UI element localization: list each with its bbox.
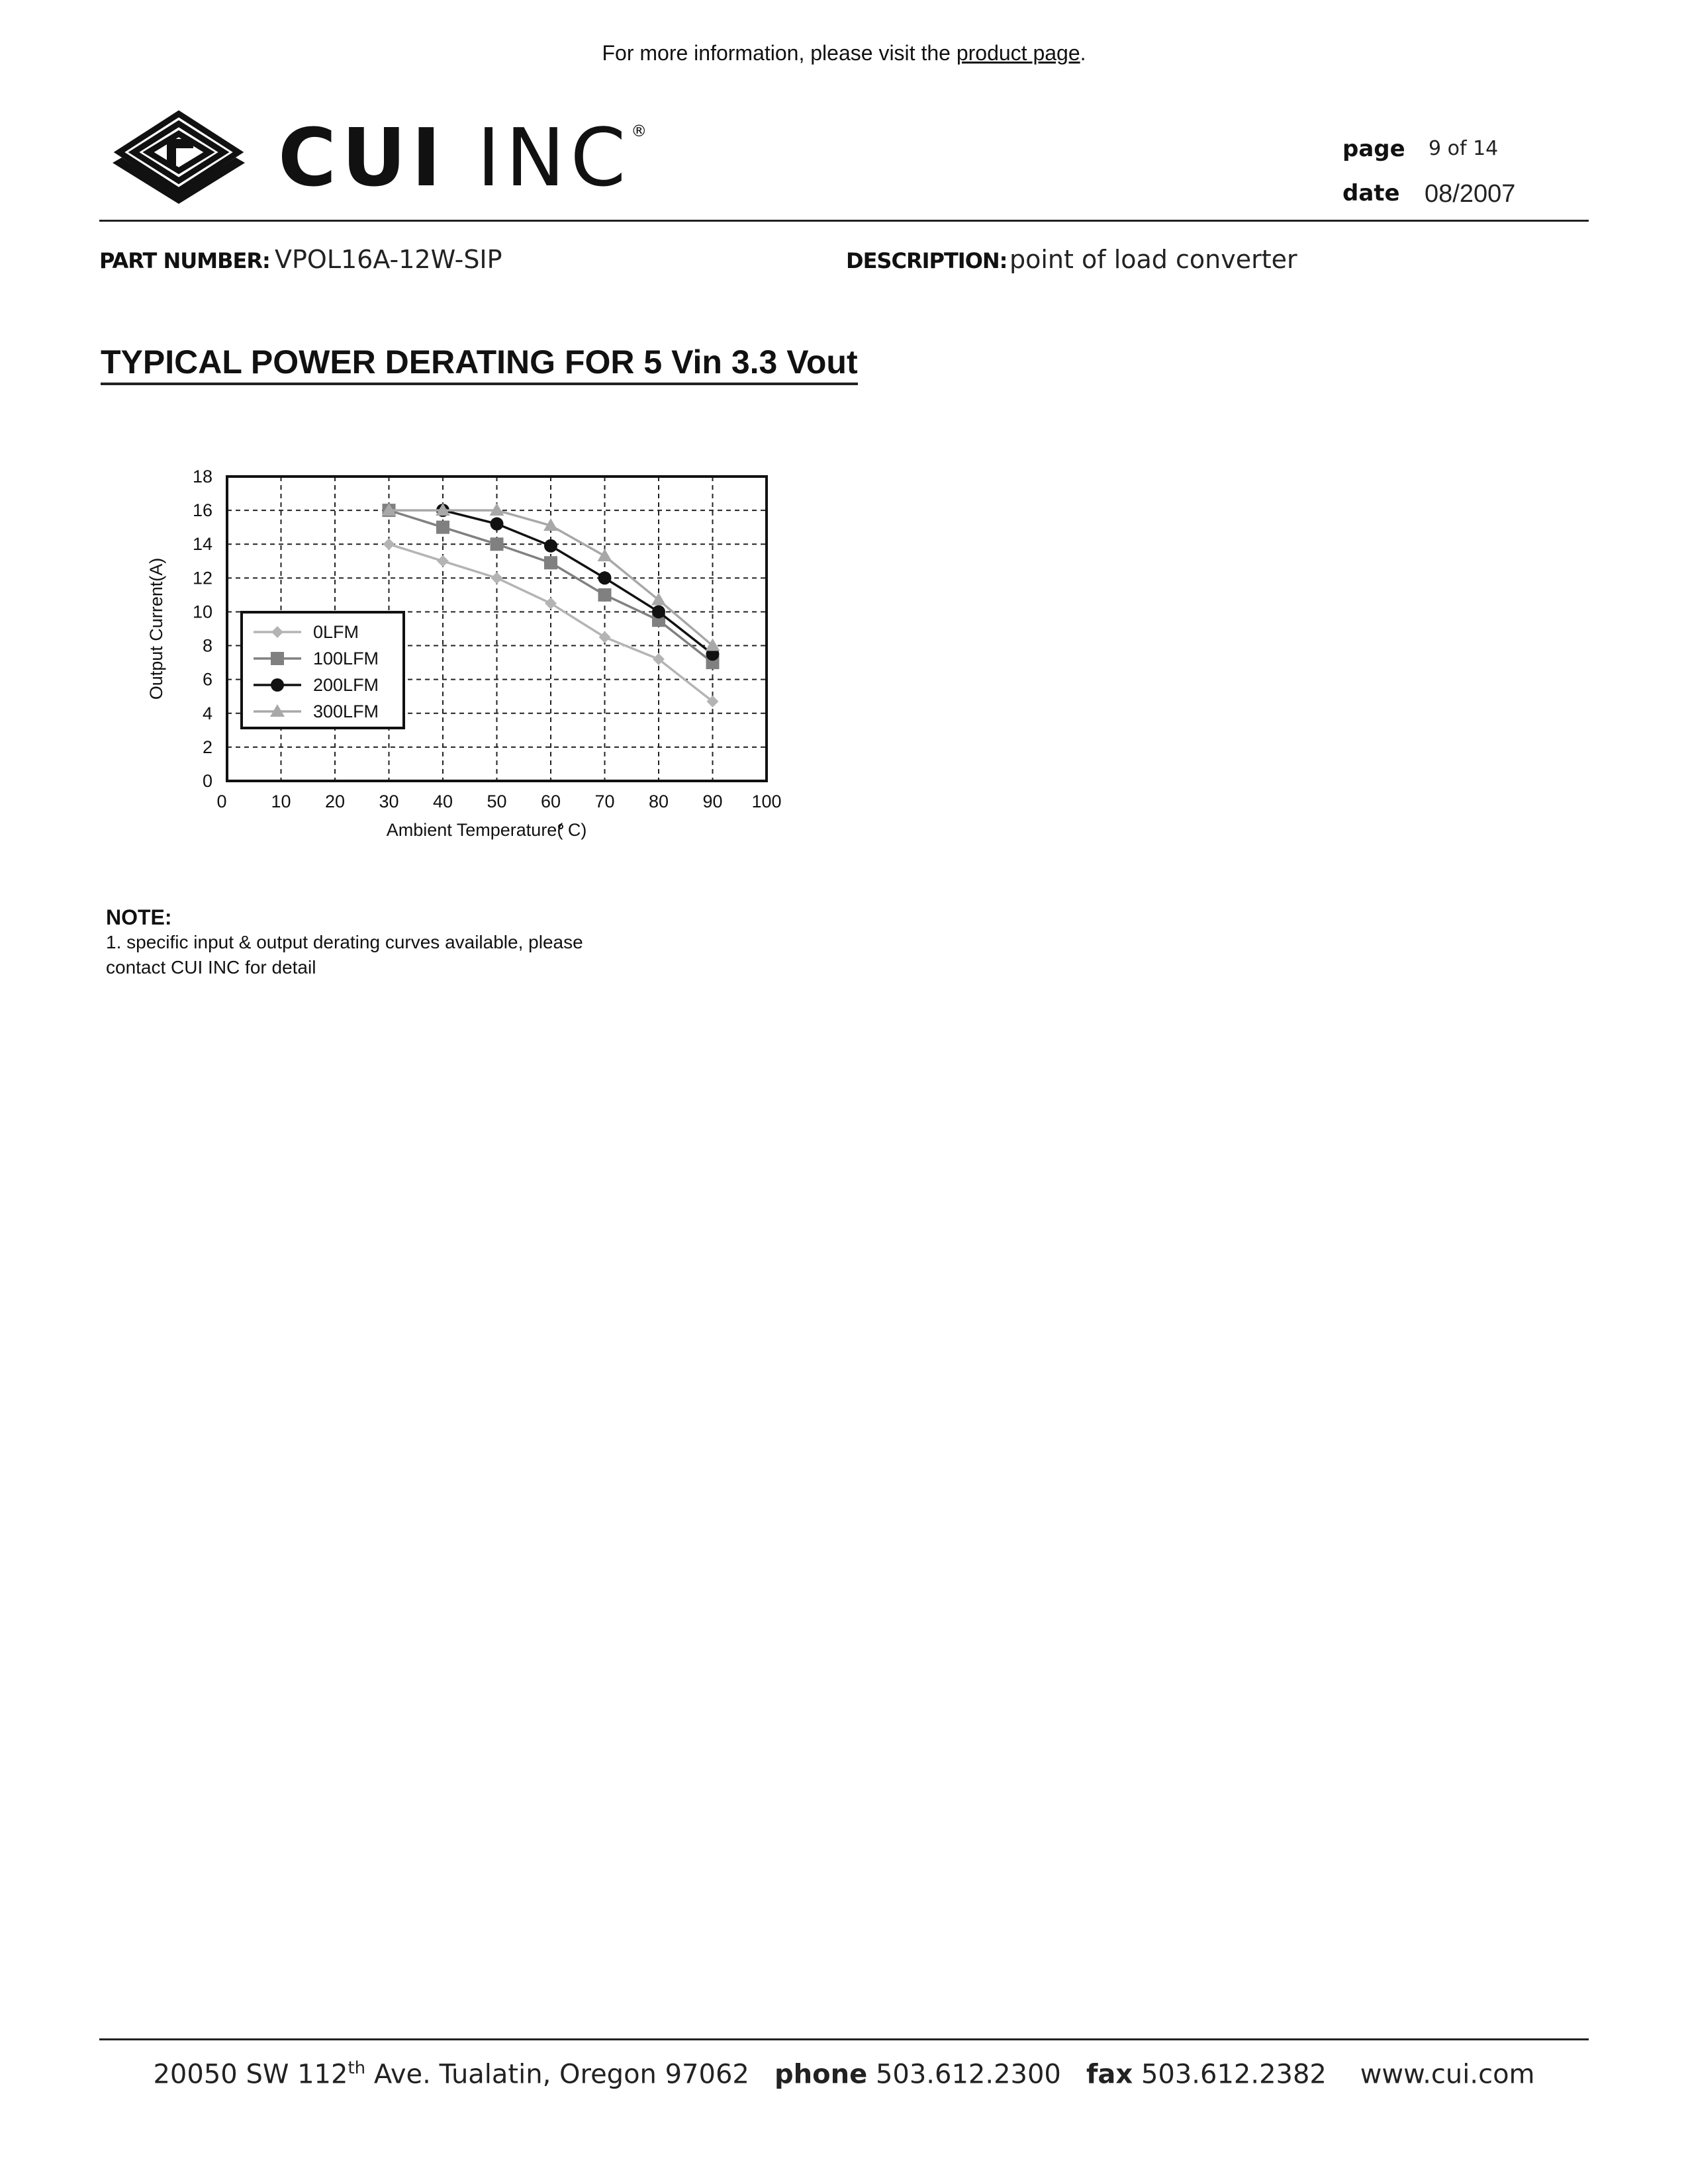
y-tick-label: 0 [202, 771, 212, 791]
legend-label: 300LFM [313, 702, 379, 721]
y-tick-label: 6 [202, 669, 212, 690]
legend-label: 0LFM [313, 622, 359, 642]
x-tick-label: 20 [324, 792, 346, 811]
data-point [652, 605, 665, 618]
page-value: 9 of 14 [1429, 137, 1499, 160]
data-point [383, 538, 395, 550]
info-suffix: . [1080, 41, 1086, 65]
part-number-label: PART NUMBER: [99, 248, 270, 273]
legend-label: 100LFM [313, 649, 379, 668]
data-point [599, 631, 611, 643]
footer-website-link[interactable]: www.cui.com [1360, 2059, 1535, 2090]
y-tick-label: 2 [202, 737, 212, 757]
x-tick-labels [216, 792, 781, 811]
x-tick-label: 0 [216, 792, 227, 811]
footer-phone-label: phone [774, 2059, 868, 2090]
date-value: 08/2007 [1425, 180, 1516, 208]
footer-fax-label: fax [1086, 2059, 1133, 2090]
footer-address-rest: Ave. Tualatin, Oregon 97062 [365, 2059, 749, 2090]
data-point [491, 537, 504, 551]
legend-label: 200LFM [313, 675, 379, 695]
header-rule [99, 220, 1589, 222]
x-tick-label: 70 [594, 792, 615, 811]
footer-fax: 503.612.2382 [1141, 2059, 1327, 2090]
data-point [436, 521, 449, 534]
brand-bold: CUI [278, 113, 447, 205]
y-tick-label: 18 [192, 467, 212, 486]
x-tick-label: 10 [271, 792, 291, 811]
date-label: date [1342, 180, 1400, 206]
product-page-link[interactable]: product page [956, 41, 1080, 65]
description-value: point of load converter [1009, 245, 1297, 274]
data-point [598, 549, 612, 561]
registered-mark: ® [631, 122, 653, 140]
y-axis-label: Output Current(A) [146, 557, 166, 700]
footer-contact [0, 2058, 1688, 2089]
x-axis-label: Ambient Temperature( C) [386, 820, 587, 840]
x-tick-label: 100 [751, 792, 782, 811]
data-point [544, 539, 557, 553]
x-tick-label: 40 [432, 792, 453, 811]
note-line-1: 1. specific input & output derating curves available, please [106, 932, 583, 952]
x-tick-label: 50 [487, 792, 507, 811]
footer-address-sup: th [348, 2058, 366, 2078]
brand-name [278, 113, 652, 205]
description-label: DESCRIPTION: [846, 248, 1008, 273]
y-tick-labels [193, 467, 212, 791]
y-tick-label: 16 [192, 500, 212, 521]
data-point [491, 518, 504, 531]
data-point [544, 556, 557, 569]
y-tick-label: 10 [192, 602, 212, 622]
legend-marker-icon [271, 652, 284, 665]
derating-chart [142, 463, 798, 854]
footer-address: 20050 SW 112 [153, 2059, 348, 2090]
chart-legend [242, 612, 404, 728]
data-point [545, 598, 557, 610]
page-label: page [1342, 136, 1405, 162]
part-number-value: VPOL16A-12W-SIP [275, 245, 502, 274]
data-point [598, 588, 612, 602]
y-tick-label: 4 [202, 703, 212, 723]
series-200lfm [436, 504, 720, 660]
footer-phone: 503.612.2300 [875, 2059, 1061, 2090]
x-tick-label: 30 [379, 792, 399, 811]
data-point [491, 572, 503, 584]
note-title: NOTE: [106, 905, 172, 929]
note-line-2: contact CUI INC for detail [106, 957, 316, 978]
series-line [443, 510, 713, 654]
y-tick-label: 12 [192, 568, 212, 588]
info-text: For more information, please visit the [602, 41, 957, 65]
section-title: TYPICAL POWER DERATING FOR 5 Vin 3.3 Vout [101, 343, 858, 385]
info-line [0, 41, 1688, 66]
data-point [437, 555, 449, 567]
legend-marker-icon [271, 678, 284, 692]
brand-light: INC [477, 113, 632, 205]
data-point [598, 571, 612, 584]
x-tick-label: 80 [648, 792, 669, 811]
y-tick-label: 8 [202, 635, 212, 656]
footer-rule [99, 2038, 1589, 2040]
x-tick-label: 60 [540, 792, 561, 811]
x-tick-label: 90 [702, 792, 723, 811]
y-tick-label: 14 [192, 534, 212, 555]
